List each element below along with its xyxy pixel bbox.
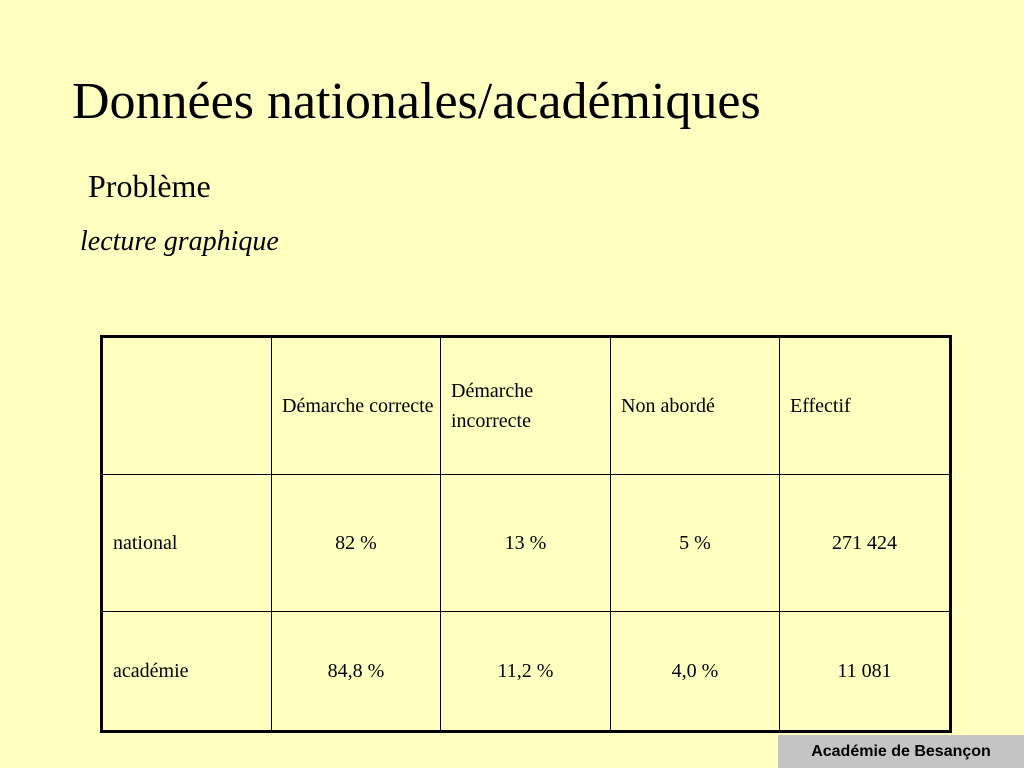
header-effectif: Effectif	[780, 337, 951, 475]
header-demarche-incorrecte: Démarche incorrecte	[441, 337, 611, 475]
cell-non-aborde: 5 %	[611, 475, 780, 612]
cell-demarche-incorrecte: 11,2 %	[441, 612, 611, 732]
cell-effectif: 271 424	[780, 475, 951, 612]
slide-subtitle: Problème	[88, 168, 211, 204]
cell-demarche-correcte: 82 %	[272, 475, 441, 612]
header-demarche-correcte: Démarche correcte	[272, 337, 441, 475]
table-row-national	[102, 475, 951, 612]
cell-demarche-correcte: 84,8 %	[272, 612, 441, 732]
slide-title: Données nationales/académiques	[72, 73, 761, 130]
cell-demarche-incorrecte: 13 %	[441, 475, 611, 612]
slide-topic: lecture graphique	[80, 226, 279, 257]
table-header-row	[102, 337, 951, 475]
footer-badge: Académie de Besançon	[778, 735, 1024, 768]
header-non-aborde: Non abordé	[611, 337, 780, 475]
row-label: national	[102, 475, 272, 612]
table-row-academie	[102, 612, 951, 732]
row-label: académie	[102, 612, 272, 732]
header-empty-cell	[102, 337, 272, 475]
cell-non-aborde: 4,0 %	[611, 612, 780, 732]
cell-effectif: 11 081	[780, 612, 951, 732]
results-table	[100, 335, 952, 733]
